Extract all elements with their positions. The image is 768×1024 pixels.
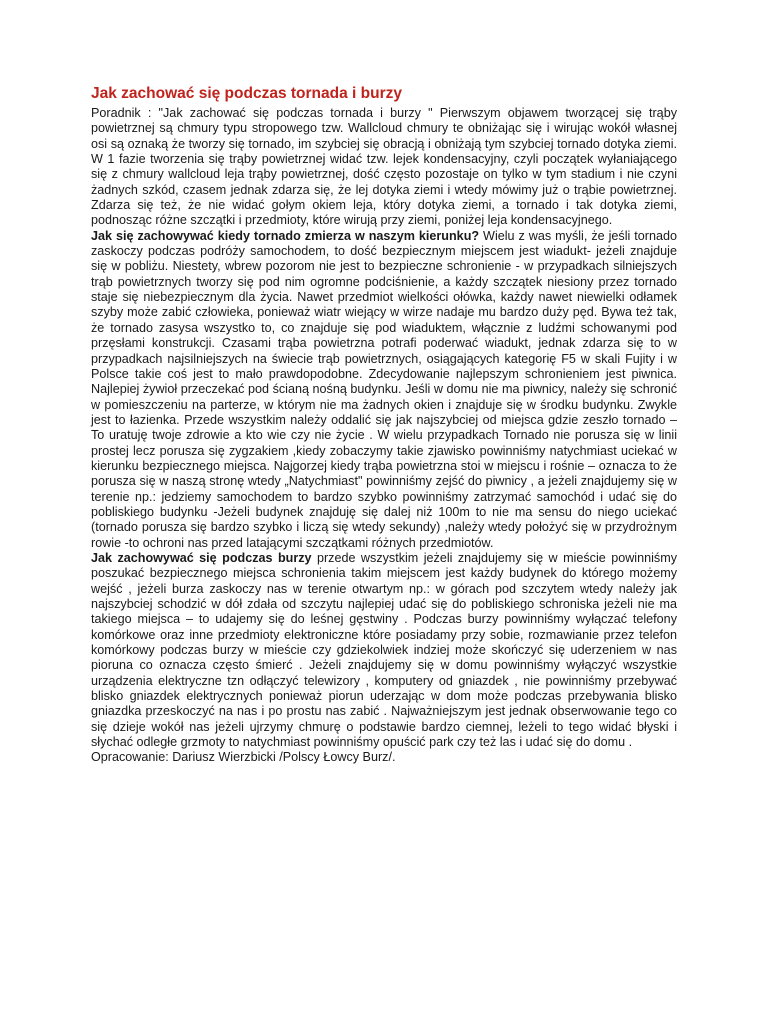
document-page <box>91 84 677 766</box>
article-body <box>91 106 677 766</box>
intro-paragraph: Poradnik : "Jak zachować się podczas tornada i burzy " Pierwszym objawem tworzącej się trąby powietrznej są chmury typu stropowego tzw. Wallcloud chmury te obniżając się i wirując wokół własnej osi są oznaką że tworzy się tornado, im szybciej się obracją i obniżają tym szybciej tornado dotyka ziemi. W 1 fazie tworzenia się trąby powietrznej widać tzw. lejek kondensacyjny, czyli początek wyłaniającego się z chmury wallcloud leja trąby powietrznej, dość często pozostaje on tylko w tym stadium i nie czyni żadnych szkód, czasem jednak zdarza się, że lej dotyka ziemi i wtedy mówimy już o trąbie powietrznej. Zdarza się też, że nie widać gołym okiem leja, który dotyka ziemi, a tornado i tak dotyka ziemi, podnosząc różne szczątki i przedmioty, które wirują przy ziemi, poniżej leja kondensacyjnego. <box>91 106 677 228</box>
tornado-paragraph: Wielu z was myśli, że jeśli tornado zaskoczy podczas podróży samochodem, to dość bezpiecznym miejscem jest wiadukt- jeżeli znajduje się w pobliżu. Niestety, wbrew pozorom nie jest to bezpieczne schronienie - w przypadkach silniejszych trąb powietrznych tworzy się pod nim ogromne podciśnienie, a każdy szczątek niesiony przez tornado staje się niebezpiecznym dla życia. Nawet przedmiot wielkości ołówka, każdy nawet niewielki odłamek szyby może zabić człowieka, ponieważ wiatr wiejący w wirze nadaje mu bardzo duży pęd. Bywa też tak, że tornado zasysa wszystko to, co znajduje się pod wiaduktem, włącznie z ludźmi schowanymi pod przęsłami konstrukcji. Czasami trąba powietrzna potrafi poderwać wiadukt, jednak zdarza się to w przypadkach najsilniejszych na świecie trąb powietrznych, osiągających kategorię F5 w skali Fujity i w Polsce takie coś jest to mało prawdopodobne. Zdecydowanie najlepszym schronieniem jest piwnica. Najlepiej żywioł przeczekać pod ścianą nośną budynku. Jeśli w domu nie ma piwnicy, należy się schronić w pomieszczeniu na parterze, w którym nie ma żadnych okien i znajduje się w środku budynku. Zwykle jest to łazienka. Przede wszystkim należy oddalić się jak najszybciej od miejsca gdzie zeszło tornado – To uratuję twoje zdrowie a kto wie czy nie życie . W wielu przypadkach Tornado nie porusza się w linii prostej lecz porusza się zygzakiem ,kiedy zobaczymy takie zjawisko powinniśmy natychmiast uciekać w kierunku bezpiecznego miejsca. Najgorzej kiedy trąba powietrzna stoi w miejscu i rośnie – oznacza to że porusza się w naszą stronę wtedy „Natychmiast" powinniśmy zejść do piwnicy , a jeżeli znajdujemy się w terenie np.: jedziemy samochodem to bardzo szybko powinniśmy zatrzymać samochód i udać się do pobliskiego budynku -Jeżeli budynek znajduję się dalej niż 100m to nie ma sensu do niego uciekać (tornado porusza się bardzo szybko i liczą się wtedy sekundy) ,należy wtedy położyć się w przydrożnym rowie -to ochroni nas przed latającymi szczątkami różnych przedmiotów. <box>91 228 677 550</box>
storm-paragraph: przede wszystkim jeżeli znajdujemy się w mieście powinniśmy poszukać bezpiecznego miejsca schronienia takim miejscem jest każdy budynek do którego możemy wejść , jeżeli burza zaskoczy nas w terenie otwartym np.: w górach pod szczytem wtedy należy jak najszybciej schodzić w dół zdała od szczytu najlepiej udać się do pobliskiego schroniska jeżeli nie ma takiego miejsca – to udajemy się do leśnej gęstwiny . Podczas burzy powinniśmy wyłączać telefony komórkowe oraz inne przedmioty elektroniczne które posiadamy przy sobie, rozmawianie przez telefon komórkowy podczas burzy w mieście czy gdziekolwiek indziej może skończyć się uderzeniem w nas pioruna co oznacza często śmierć . Jeżeli znajdujemy się w domu powinniśmy wyłączyć wszystkie urządzenia elektryczne tzn odłączyć telewizory , komputery od gniazdek , nie powinniśmy przebywać blisko gniazdek elektrycznych ponieważ piorun uderzając w dom może podczas przebywania blisko gniazdka przeskoczyć na nas i po prostu nas zabić . Najważniejszym jest jednak obserwowanie tego co się dzieje wokół nas jeżeli ujrzymy chmurę o podstawie bardzo ciemnej, leżeli to tego widać błyski i słychać odległe grzmoty to natychmiast powinniśmy opuścić park czy też las i udać się do domu . <box>91 550 677 750</box>
tornado-heading: Jak się zachowywać kiedy tornado zmierza w naszym kierunku? <box>91 228 480 243</box>
storm-heading: Jak zachowywać się podczas burzy <box>91 550 312 565</box>
article-title: Jak zachować się podczas tornada i burzy <box>91 85 402 102</box>
author-credit: Opracowanie: Dariusz Wierzbicki /Polscy Łowcy Burz/. <box>91 750 396 765</box>
